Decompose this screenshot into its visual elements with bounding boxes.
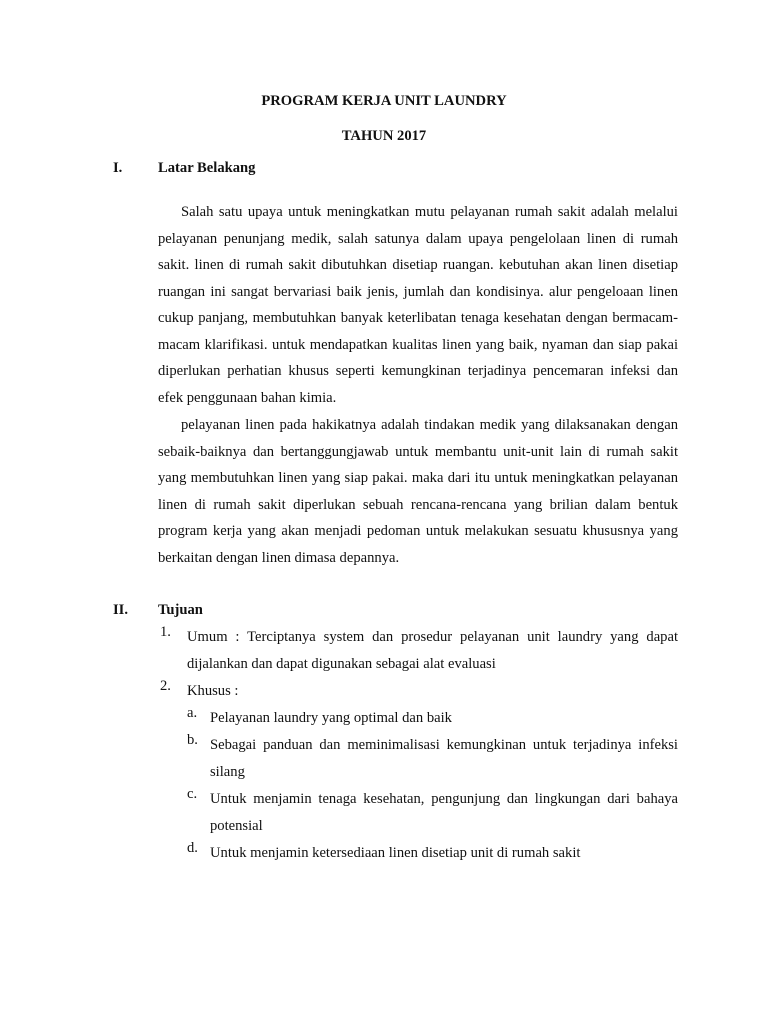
document-title: PROGRAM KERJA UNIT LAUNDRY [261,93,507,109]
sub-item-text: Untuk menjamin ketersediaan linen disetiap unit di rumah sakit [210,845,581,861]
section-heading: Latar Belakang [158,160,256,176]
section-number: II. [113,602,129,618]
sub-item-letter: c. [187,786,198,802]
list-item-text: Umum : Terciptanya system dan prosedur pelayanan unit laundry yang dapat dijalankan dan dapat digunakan sebagai alat evaluasi [187,629,678,672]
paragraph: pelayanan linen pada hakikatnya adalah tindakan medik yang dilaksanakan dengan sebaik-baiknya dan bertanggungjawab untuk membantu unit-unit lain di rumah sakit yang membutuhkan linen yang siap pakai. maka dari itu untuk meningkatkan pelayanan linen di rumah sakit diperlukan sebuah rencana-rencana yang brilian dalam bentuk program kerja yang akan menjadi pedoman untuk melakukan sesuatu khususnya yang berkaitan dengan linen dimasa depannya. [158,417,678,566]
sub-item-letter: d. [187,840,198,856]
sub-item-letter: b. [187,732,198,748]
list-item-number: 2. [160,678,171,694]
list-item-text: Khusus : [187,683,239,699]
list-item-number: 1. [160,624,171,640]
sub-item-text: Sebagai panduan dan meminimalisasi kemungkinan untuk terjadinya infeksi silang [210,737,678,780]
section-heading: Tujuan [158,602,203,618]
sub-item-text: Untuk menjamin tenaga kesehatan, pengunjung dan lingkungan dari bahaya potensial [210,791,678,834]
section-number: I. [113,160,123,176]
sub-item-text: Pelayanan laundry yang optimal dan baik [210,710,452,726]
document-subtitle: TAHUN 2017 [341,128,427,144]
sub-item-letter: a. [187,705,198,721]
paragraph: Salah satu upaya untuk meningkatkan mutu pelayanan rumah sakit adalah melalui pelayanan penunjang medik, salah satunya dalam upaya pengelolaan linen di rumah sakit. linen di rumah sakit dibutuhkan disetiap ruangan. kebutuhan akan linen disetiap ruangan ini sangat bervariasi baik jenis, jumlah dan kondisinya. alur pengeloaan linen cukup panjang, membutuhkan banyak keterlibatan tenaga kesehatan dengan bermacam-macam klarifikasi. untuk mendapatkan kualitas linen yang baik, nyaman dan siap pakai diperlukan perhatian khusus seperti kemungkinan terjadinya pencemaran infeksi dan efek penggunaan bahan kimia. [158,204,678,406]
